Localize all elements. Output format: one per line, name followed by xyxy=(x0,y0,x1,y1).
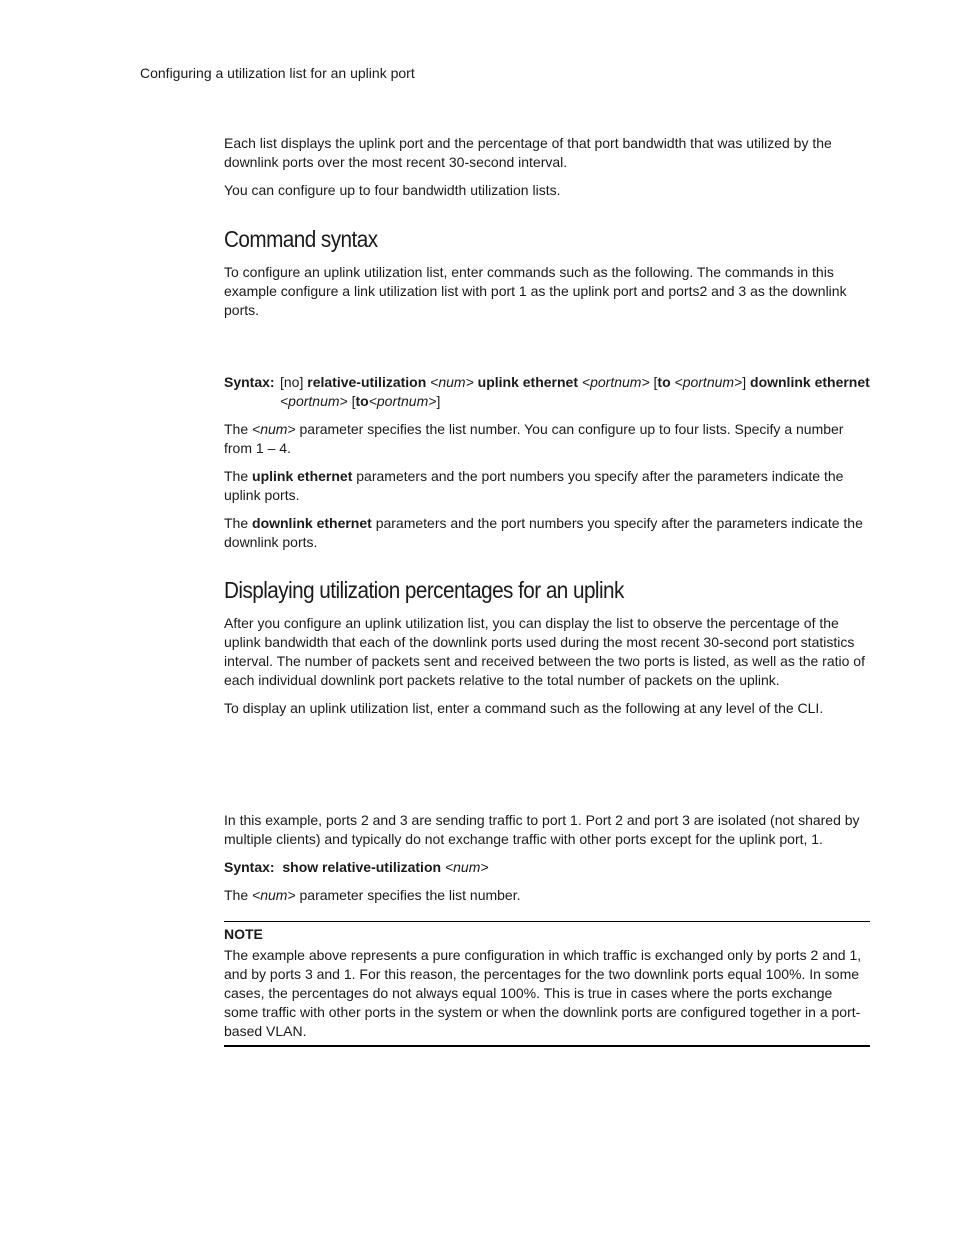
downlink-parameter-description xyxy=(224,514,870,552)
syntax-label: Syntax: xyxy=(224,859,275,875)
syntax-keyword: relative-utilization xyxy=(307,374,427,390)
displaying-heading: Displaying utilization percentages for an uplink xyxy=(224,577,624,603)
syntax-variable: <portnum> xyxy=(674,374,743,390)
show-syntax-block xyxy=(224,858,870,877)
command-syntax-intro: To configure an uplink utilization list, enter commands such as the following. The commands in this example configure a link utilization list with port 1 as the uplink port and ports2 and 3 as the downlink ports. xyxy=(224,264,847,318)
syntax-text: ] xyxy=(436,393,441,409)
syntax-text: [ xyxy=(347,393,356,409)
syntax-label: Syntax: xyxy=(224,374,275,390)
syntax-variable: <num> xyxy=(444,859,489,875)
command-syntax-heading: Command syntax xyxy=(224,226,378,252)
note-text: The example above represents a pure configuration in which traffic is exchanged only by ports 2 and 1, and by ports 3 and 1. For this reason, the percentages for the two downlink ports equal 100%. In some cases, the percentages do not always equal 100%. This is true in cases where the ports exchange some traffic with other ports in the system or when the downlink ports are configured together in a port-based VLAN. xyxy=(224,947,862,1039)
syntax-variable: <portnum> xyxy=(280,393,348,409)
text: parameter specifies the list number. xyxy=(295,887,521,903)
running-header: Configuring a utilization list for an uplink port xyxy=(140,65,415,81)
note-label: NOTE xyxy=(224,926,263,942)
show-syntax-line xyxy=(224,858,489,877)
syntax-definition xyxy=(280,373,870,411)
page-content xyxy=(224,134,870,1047)
syntax-keyword: uplink ethernet xyxy=(477,374,579,390)
show-num-parameter-description xyxy=(224,886,870,905)
syntax-text: ] xyxy=(742,374,751,390)
syntax-keyword: downlink ethernet xyxy=(750,374,870,390)
text: parameters and the port numbers you specify after the parameters indicate the downlink ports. xyxy=(224,515,863,550)
syntax-keyword: show relative-utilization xyxy=(282,859,442,875)
syntax-keyword: to xyxy=(355,393,369,409)
syntax-variable: <num> xyxy=(430,374,474,390)
text: parameters and the port numbers you specify after the parameters indicate the uplink ports. xyxy=(224,468,844,503)
uplink-parameter-description xyxy=(224,467,870,505)
syntax-keyword: downlink ethernet xyxy=(252,515,372,531)
syntax-text: [ xyxy=(649,374,658,390)
intro-paragraph-2: You can configure up to four bandwidth utilization lists. xyxy=(224,182,561,198)
intro-paragraph-1: Each list displays the uplink port and the percentage of that port bandwidth that was utilized by the downlink ports over the most recent 30-second interval. xyxy=(224,135,832,170)
syntax-variable: <num> xyxy=(252,887,296,903)
syntax-variable: <portnum> xyxy=(581,374,650,390)
syntax-block xyxy=(224,373,870,411)
text: The xyxy=(224,421,253,437)
text: parameter specifies the list number. You can configure up to four lists. Specify a number from 1 – 4. xyxy=(224,421,844,456)
syntax-keyword: to xyxy=(657,374,671,390)
text: The xyxy=(224,887,253,903)
displaying-paragraph-2: To display an uplink utilization list, enter a command such as the following at any level of the CLI. xyxy=(224,700,824,716)
text: The xyxy=(224,515,253,531)
syntax-keyword: uplink ethernet xyxy=(252,468,353,484)
text: The xyxy=(224,468,253,484)
syntax-text: [no] xyxy=(280,374,308,390)
note-box xyxy=(224,921,870,1047)
displaying-paragraph-1: After you configure an uplink utilization list, you can display the list to observe the percentage of the uplink bandwidth that each of the downlink ports used during the most recent 30-second port statistics interval. The number of packets sent and received between the two ports is listed, as well as the ratio of each individual downlink port packets relative to the total number of packets on the uplink. xyxy=(224,615,865,688)
syntax-variable: <portnum> xyxy=(368,393,437,409)
num-parameter-description xyxy=(224,420,870,458)
syntax-variable: <num> xyxy=(252,421,296,437)
example-explanation: In this example, ports 2 and 3 are sending traffic to port 1. Port 2 and port 3 are isolated (not shared by multiple clients) and typically do not exchange traffic with other ports except for the uplink port, 1. xyxy=(224,812,860,847)
